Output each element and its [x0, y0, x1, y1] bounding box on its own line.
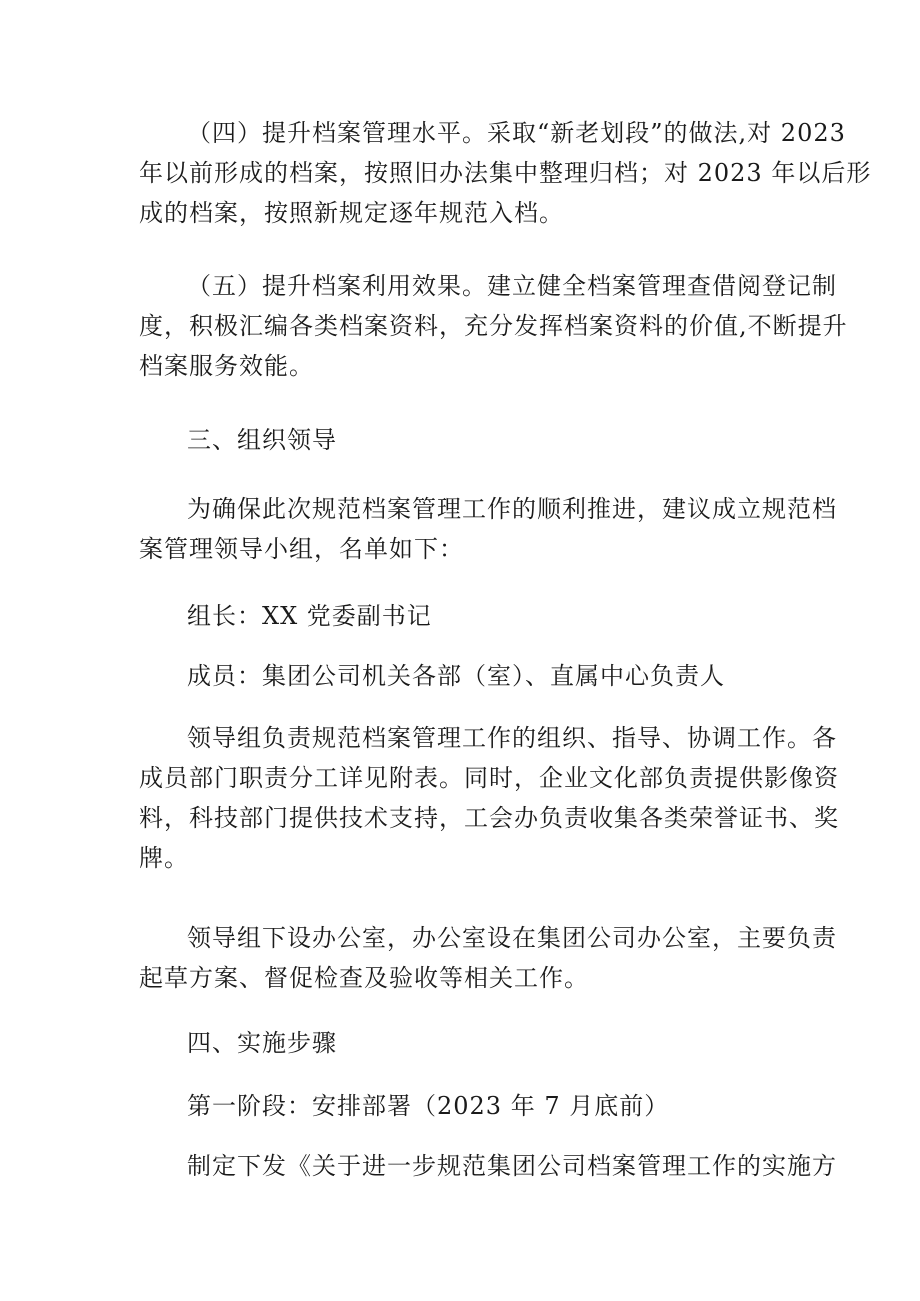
paragraph-phase-one	[139, 1086, 791, 1126]
text-line: 为确保此次规范档案管理工作的顺利推进，建议成立规范档	[187, 495, 837, 523]
text-line: （四）提升档案管理水平。采取“新老划段”的做法,对 2023	[187, 119, 846, 147]
section-heading-implementation	[139, 1023, 791, 1063]
text-line: 组长：XX 党委副书记	[187, 602, 432, 630]
text-line: 成员：集团公司机关各部（室）、直属中心负责人	[187, 662, 725, 690]
text-line: 成的档案，按照新规定逐年规范入档。	[139, 199, 564, 227]
paragraph-group-members	[139, 656, 791, 696]
section-heading: 四、实施步骤	[187, 1029, 337, 1057]
paragraph-leadership-group	[139, 489, 837, 569]
text-line: 料，科技部门提供技术支持，工会办负责收集各类荣誉证书、奖	[139, 804, 839, 832]
section-heading: 三、组织领导	[187, 426, 337, 454]
text-line: 第一阶段：安排部署（2023 年 7 月底前）	[187, 1092, 670, 1120]
text-line: 案管理领导小组，名单如下：	[139, 535, 464, 563]
text-line: 年以前形成的档案，按照旧办法集中整理归档；对 2023 年以后形	[139, 159, 872, 187]
text-line: （五）提升档案利用效果。建立健全档案管理查借阅登记制	[187, 272, 837, 300]
paragraph-office	[139, 918, 837, 998]
section-heading-organization	[139, 420, 791, 460]
paragraph-improve-utilization	[139, 266, 848, 386]
text-line: 领导组负责规范档案管理工作的组织、指导、协调工作。各	[187, 724, 837, 752]
text-line: 起草方案、督促检查及验收等相关工作。	[139, 964, 589, 992]
text-line: 制定下发《关于进一步规范集团公司档案管理工作的实施方	[187, 1152, 837, 1180]
text-line: 领导组下设办公室，办公室设在集团公司办公室，主要负责	[187, 924, 837, 952]
paragraph-issue-plan	[139, 1146, 837, 1186]
paragraph-group-leader	[139, 596, 791, 636]
text-line: 度，积极汇编各类档案资料，充分发挥档案资料的价值,不断提升	[139, 312, 848, 340]
paragraph-improve-management	[139, 113, 872, 233]
text-line: 档案服务效能。	[139, 352, 314, 380]
text-line: 成员部门职责分工详见附表。同时，企业文化部负责提供影像资	[139, 764, 839, 792]
paragraph-responsibilities	[139, 718, 839, 878]
text-line: 牌。	[139, 844, 189, 872]
